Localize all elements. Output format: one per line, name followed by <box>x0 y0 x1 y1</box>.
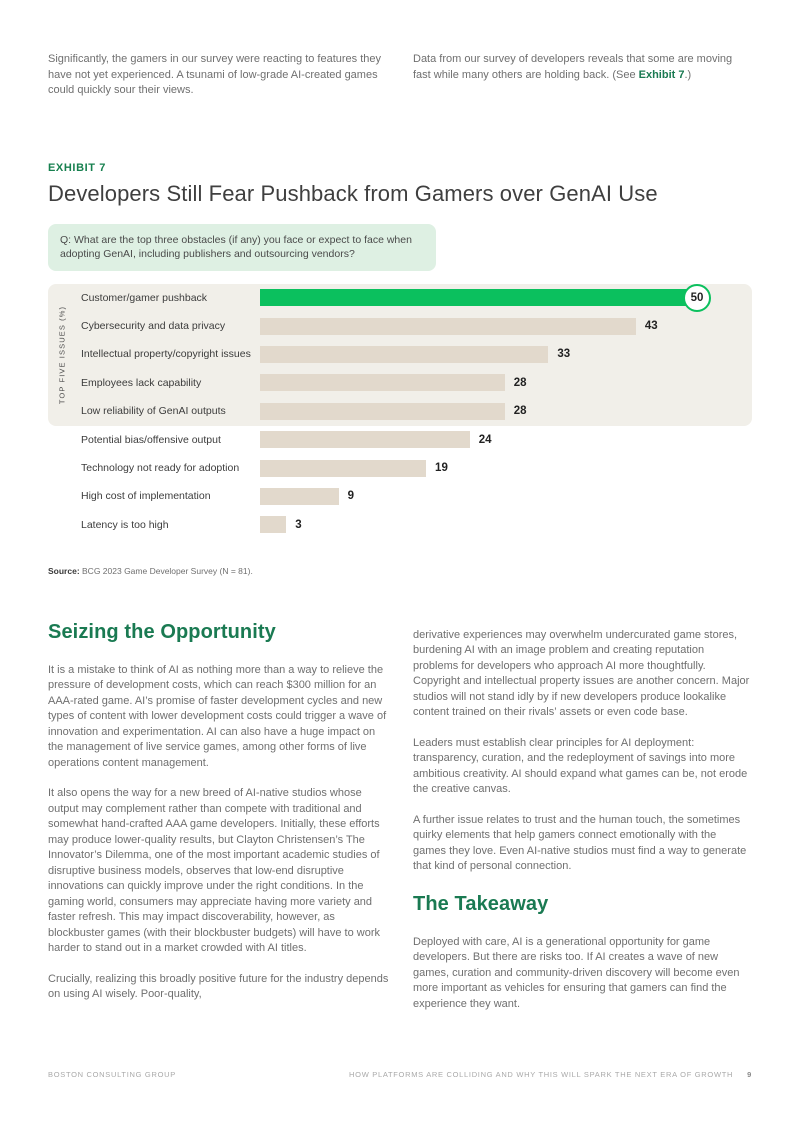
chart-value-label: 28 <box>513 376 527 389</box>
chart-row <box>48 369 752 397</box>
chart-bar-area <box>260 346 752 363</box>
footer-report-title: HOW PLATFORMS ARE COLLIDING AND WHY THIS WILL SPARK THE NEXT ERA OF GROWTH <box>349 1070 734 1079</box>
exhibit-label: EXHIBIT 7 <box>48 161 106 174</box>
intro-left-paragraph: Significantly, the gamers in our survey were reacting to features they have not yet experienced. A tsunami of low-grade AI-created games could quickly sour their views. <box>48 53 382 96</box>
article-paragraph: It is a mistake to think of AI as nothing more than a way to relieve the pressure of development costs, which can reach $300 million for an AAA-rated game. AI’s promise of faster development cycles and new types of content with lower development costs could trigger a wave of innovation and experimentation. AI can also have a huge impact on the management of live service games, among other forms of live operations content management. <box>48 663 387 769</box>
exhibit-title: Developers Still Fear Pushback from Gamers over GenAI Use <box>48 180 658 206</box>
chart-value-label: 9 <box>347 490 355 503</box>
article-right-column <box>413 621 752 1013</box>
article-paragraph: derivative experiences may overwhelm undercurated game stores, burdening AI with an image problem and creating reputation problems for developers who approach AI more thoughtfully. Copyright and intellectual property issues are another concern. Major studios will not stand idly by if new developers produce lookalike content trained on their rivals’ assets or even code base. <box>413 628 750 718</box>
exhibit-7-link[interactable]: Exhibit 7 <box>638 68 685 81</box>
article-columns <box>48 621 752 1013</box>
chart-row <box>48 425 752 453</box>
survey-question-box: Q: What are the top three obstacles (if any) you face or expect to face when adopting GenAI, including publishers and outsourcing vendors? <box>48 224 436 271</box>
chart-bar <box>260 460 426 477</box>
chart-value-label: 3 <box>295 518 302 531</box>
chart-bar-area <box>260 431 752 448</box>
footer-page-number: 9 <box>747 1070 752 1079</box>
chart-category-label: Low reliability of GenAI outputs <box>81 405 226 418</box>
article-paragraph: Leaders must establish clear principles for AI deployment: transparency, curation, and the redeployment of savings into more ambitious creativity. AI should expand what games can be, not erode the creative canvas. <box>413 736 748 795</box>
chart-category-label: Technology not ready for adoption <box>81 462 240 475</box>
chart-category-label: Latency is too high <box>81 518 169 531</box>
chart-category-label: Cybersecurity and data privacy <box>81 320 226 333</box>
chart-bar-area <box>260 318 752 335</box>
article-paragraph: Crucially, realizing this broadly positive future for the industry depends on using AI wisely. Poor-quality, <box>48 972 389 1000</box>
chart-category-label: Intellectual property/copyright issues <box>81 348 251 361</box>
chart-bar <box>260 346 548 363</box>
chart-bar-area <box>260 289 752 306</box>
section-heading-seizing: Seizing the Opportunity <box>48 620 276 643</box>
chart-bar-area <box>260 516 752 533</box>
chart-row <box>48 284 752 312</box>
article-paragraph: A further issue relates to trust and the human touch, the sometimes quirky elements that help gamers connect emotionally with the games they love. Even AI-native studios must find a way to generate that kind of personal connection. <box>413 813 747 872</box>
takeaway-paragraph: Deployed with care, AI is a generational opportunity for game developers. But there are risks too. If AI creates a wave of new games, curation and community-driven discovery will become even more important as vehicles for ensuring that gamers can find the experience they want. <box>413 935 740 1010</box>
chart-value-circle: 50 <box>683 284 711 312</box>
chart-value-label: 24 <box>478 433 492 446</box>
chart-row <box>48 340 752 368</box>
bar-chart <box>48 284 752 540</box>
chart-row <box>48 397 752 425</box>
chart-rows <box>48 284 752 540</box>
chart-category-label: Customer/gamer pushback <box>81 291 208 304</box>
intro-right-text: Data from our survey of developers reveals that some are moving fast while many others are holding back. (See <box>413 53 733 81</box>
chart-value-label: 28 <box>513 405 527 418</box>
chart-row <box>48 312 752 340</box>
intro-columns <box>48 52 752 114</box>
chart-bar <box>260 431 470 448</box>
chart-value-label: 33 <box>557 348 571 361</box>
section-heading-takeaway: The Takeaway <box>413 892 549 915</box>
chart-bar-area <box>260 460 752 477</box>
chart-bar-area <box>260 403 752 420</box>
intro-right-paragraph <box>413 52 752 114</box>
chart-bar <box>260 289 704 306</box>
y-axis-group-label: TOP FIVE ISSUES (%) <box>57 305 67 404</box>
chart-value-label: 19 <box>435 462 448 475</box>
chart-row <box>48 454 752 482</box>
chart-category-label: Potential bias/offensive output <box>81 433 221 446</box>
chart-bar <box>260 374 505 391</box>
chart-bar <box>260 488 339 505</box>
chart-bar <box>260 516 286 533</box>
chart-bar-area <box>260 488 752 505</box>
source-line <box>48 566 752 576</box>
article-paragraph: It also opens the way for a new breed of AI-native studios whose output may complement rather than compete with traditional and somewhat hand-crafted AAA game developers. Initially, these efforts may produce lower-quality results, but Clayton Christensen’s The Innovator’s Dilemma, one of the most important academic studies of disruptive business models, observes that low-end disruptive innovations can quickly improve under the right conditions. In the gaming world, consumers may appreciate having more variety and faster refresh. This may impact discoverability, however, as blockbuster games (with their blockbuster budgets) will have to work harder to stand out in a market crowded with AI titles. <box>48 787 380 954</box>
source-label: Source: <box>48 565 80 576</box>
chart-value-label: 43 <box>644 320 658 333</box>
chart-row <box>48 511 752 539</box>
chart-bar <box>260 318 636 335</box>
chart-category-label: High cost of implementation <box>81 490 211 503</box>
intro-right-text-end: .) <box>684 68 692 81</box>
chart-row <box>48 482 752 510</box>
footer-right-group <box>349 1070 752 1079</box>
article-left-column <box>48 621 390 1013</box>
footer-company: BOSTON CONSULTING GROUP <box>48 1070 176 1079</box>
chart-bar <box>260 403 505 420</box>
chart-bar-area <box>260 374 752 391</box>
page-footer <box>48 1070 752 1079</box>
source-text: BCG 2023 Game Developer Survey (N = 81). <box>79 565 253 576</box>
chart-category-label: Employees lack capability <box>81 376 202 389</box>
